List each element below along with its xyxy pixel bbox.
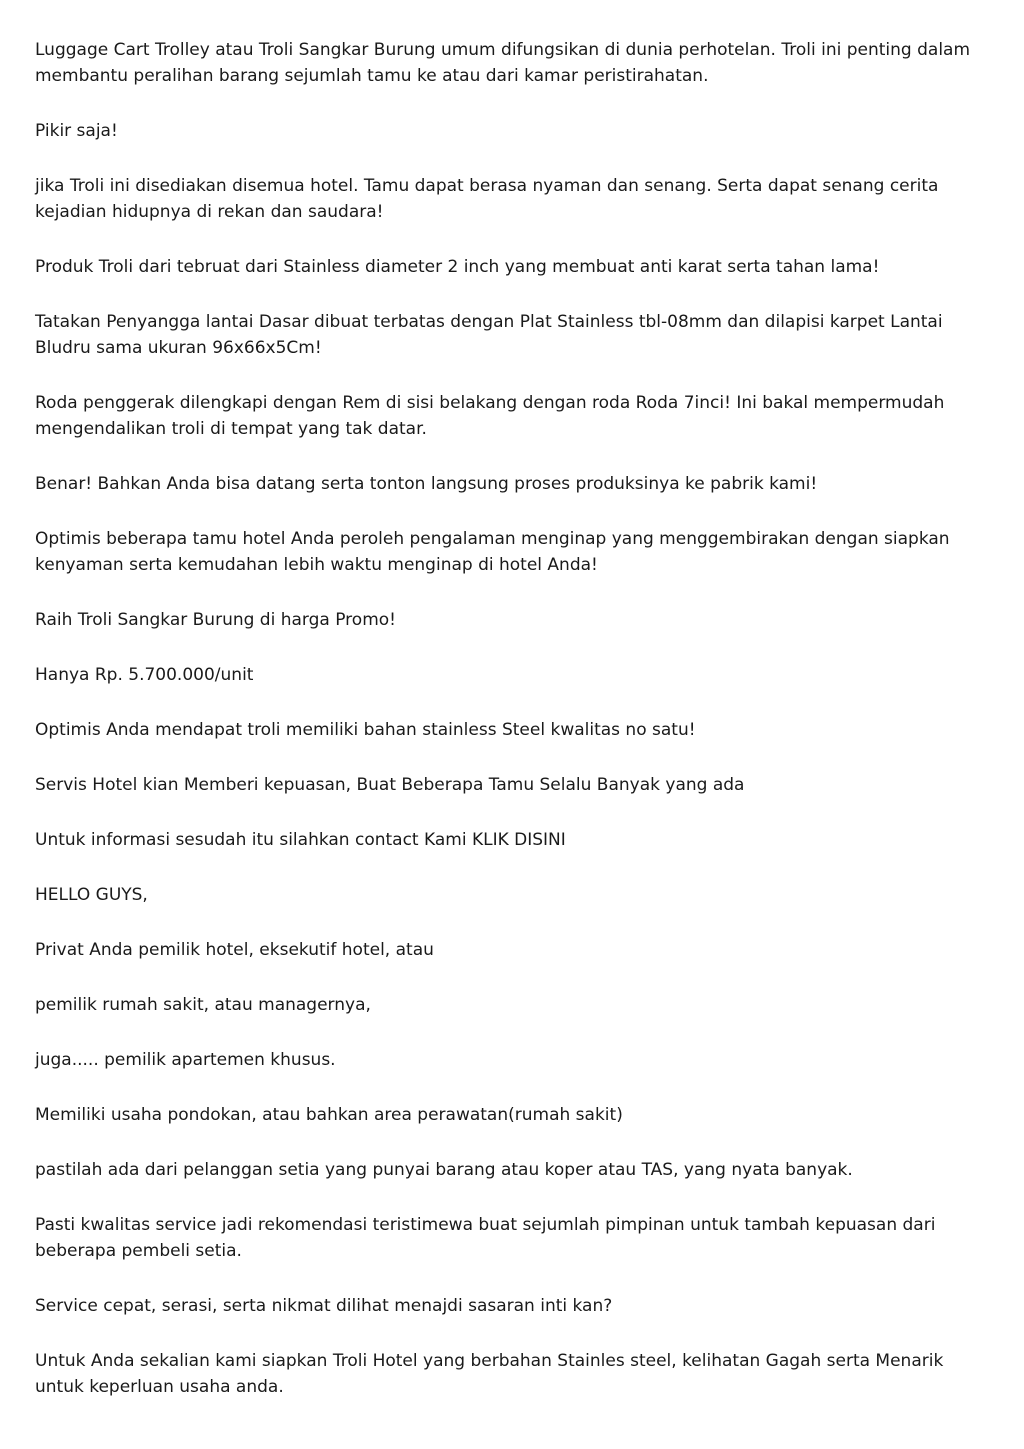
paragraph-service-quality: Pasti kwalitas service jadi rekomendasi teristimewa buat sejumlah pimpinan untuk tambah kepuasan dari beberapa pembeli setia. <box>35 1215 936 1261</box>
document-body <box>35 37 995 1429</box>
paragraph-service: Servis Hotel kian Memberi kepuasan, Buat Beberapa Tamu Selalu Banyak yang ada <box>35 775 745 795</box>
paragraph-audience-lodging: Memiliki usaha pondokan, atau bahkan area perawatan(rumah sakit) <box>35 1105 623 1125</box>
paragraph-base-plate: Tatakan Penyangga lantai Dasar dibuat terbatas dengan Plat Stainless tbl-08mm dan dilapisi karpet Lantai Bludru sama ukuran 96x66x5Cm! <box>35 312 943 358</box>
paragraph-audience-hotel: Privat Anda pemilik hotel, eksekutif hotel, atau <box>35 940 434 960</box>
paragraph-price: Hanya Rp. 5.700.000/unit <box>35 665 254 685</box>
paragraph-intro: Luggage Cart Trolley atau Troli Sangkar Burung umum difungsikan di dunia perhotelan. Troli ini penting dalam membantu peralihan barang sejumlah tamu ke atau dari kamar peristirahatan. <box>35 40 971 86</box>
paragraph-hotel-comfort: jika Troli ini disediakan disemua hotel. Tamu dapat berasa nyaman dan senang. Serta dapat senang cerita kejadian hidupnya di rekan dan saudara! <box>35 176 939 222</box>
paragraph-wheels: Roda penggerak dilengkapi dengan Rem di sisi belakang dengan roda Roda 7inci! Ini bakal mempermudah mengendalikan troli di tempat yang tak datar. <box>35 393 945 439</box>
paragraph-promo: Raih Troli Sangkar Burung di harga Promo! <box>35 610 396 630</box>
paragraph-greeting: HELLO GUYS, <box>35 885 148 905</box>
paragraph-audience-apartment: juga..... pemilik apartemen khusus. <box>35 1050 336 1070</box>
paragraph-target: Service cepat, serasi, serta nikmat dilihat menajdi sasaran inti kan? <box>35 1296 613 1316</box>
paragraph-quality: Optimis Anda mendapat troli memiliki bahan stainless Steel kwalitas no satu! <box>35 720 696 740</box>
paragraph-loyal-customers: pastilah ada dari pelanggan setia yang punyai barang atau koper atau TAS, yang nyata banyak. <box>35 1160 853 1180</box>
paragraph-factory: Benar! Bahkan Anda bisa datang serta tonton langsung proses produksinya ke pabrik kami! <box>35 474 818 494</box>
paragraph-guest-experience: Optimis beberapa tamu hotel Anda peroleh pengalaman menginap yang menggembirakan dengan siapkan kenyaman serta kemudahan lebih waktu menginap di hotel Anda! <box>35 529 950 575</box>
paragraph-material: Produk Troli dari tebruat dari Stainless diameter 2 inch yang membuat anti karat serta tahan lama! <box>35 257 880 277</box>
paragraph-offer: Untuk Anda sekalian kami siapkan Troli Hotel yang berbahan Stainles steel, kelihatan Gagah serta Menarik untuk keperluan usaha anda. <box>35 1351 944 1397</box>
paragraph-contact: Untuk informasi sesudah itu silahkan contact Kami KLIK DISINI <box>35 830 566 850</box>
paragraph-pikir: Pikir saja! <box>35 121 118 141</box>
paragraph-audience-hospital: pemilik rumah sakit, atau managernya, <box>35 995 371 1015</box>
